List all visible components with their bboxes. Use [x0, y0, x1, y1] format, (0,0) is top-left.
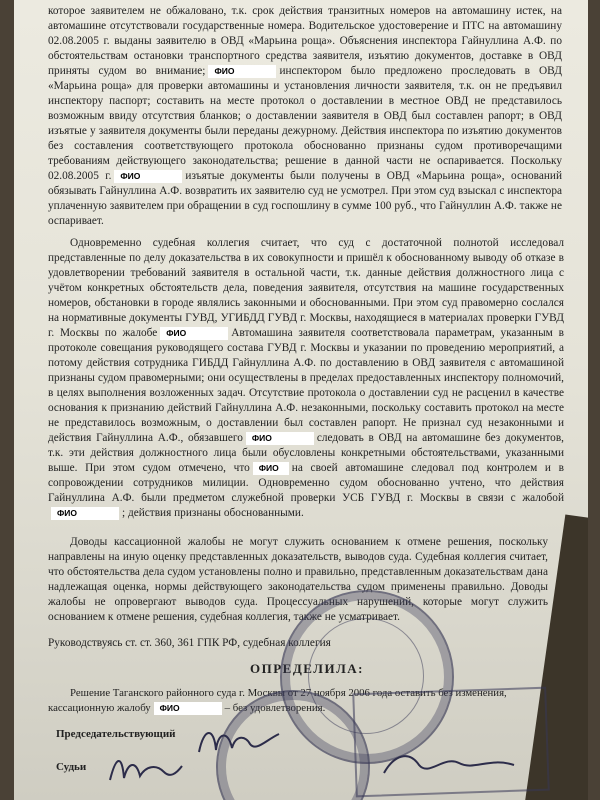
resolved-heading: ОПРЕДЕЛИЛА:	[250, 661, 364, 676]
paragraph-1-text: инспектором было предложено проследовать в ОВД «Марьина роща» для проверки автомашины и установления личности заявителя, т.к. он не предъявил инспектору паспорт; составить на месте протокол о доставлении в местное ОВД не представилось возможным ввиду отсутствия бланков; о доставлении заявителя в ОВД был составлен рапорт; в ОВД изъятые у заявителя документы были переданы дежурному. Действия инспектора по изъятию документов без составления соответствующего протокола обоснованно признаны судом противоречащими требованиям действующего законодательства; решение в данной части не оспаривается. Поскольку 02.08.2005 г.	[48, 65, 562, 182]
decision-line: Решение Таганского районного суда г. Москвы от 27 ноября 2006 года оставить без изменения,	[70, 687, 507, 699]
paragraph-3: Доводы кассационной жалобы не могут служить основанием к отмене решения, поскольку направлены на иную оценку представленных доказательств, выводов суда. Судебная коллегия считает, что обстоятельства дела судом установлены полно и правильно, представленным доказательствам дана надлежащая оценка, нормы действующего законодательства судом применены правильно. Доводы жалобы не опровергают выводов суда. Процессуальных нарушений, которые могут служить основанием к отмене решения, судебная коллегия, также не усматривает.	[48, 536, 548, 623]
redacted-name: ФИО	[154, 702, 222, 715]
paragraph-1-text: которое заявителем не обжаловано, т.к. срок действия транзитных номеров на автомашину истек, на автомашине отсутствовали государственные номера. Водительское удостоверение и ПТС на автомашину 02.08.2005 г. выданы заявителю в ОВД «Марьина роща». Объяснения инспектора Гайнуллина А.Ф. по обстоятельствам остановки транспортного средства заявителя, изъятию документов, доставке в ОВД приняты судом во внимание;	[48, 5, 562, 77]
judges-label: Судьи	[56, 761, 87, 773]
copy-certification-stamp	[352, 687, 550, 798]
decision-text: – без удовлетворения.	[224, 702, 326, 714]
presiding-judge-label: Председательствующий	[56, 728, 176, 740]
paragraph-2-text: на своей автомашине следовал под контролем и в сопровождении сотрудников милиции. Одновременно судом обоснованно учтено, что действия Гайнуллина А.Ф. были предметом служебной проверки УСБ ГУВД г. Москвы в связи с жалобой	[48, 462, 564, 504]
paragraph-2	[48, 236, 564, 521]
redacted-name: ФИО	[51, 507, 119, 520]
paragraph-2-text: следовать в ОВД на автомашине без документов, т.к. эти действия должностного лица были обусловлены конкретными обстоятельствами, указанными выше. При этом судом отмечено, что	[48, 432, 564, 474]
redacted-name: ФИО	[160, 327, 228, 340]
redacted-name: ФИО	[208, 65, 276, 78]
paragraph-2-text: Автомашина заявителя соответствовала параметрам, указанным в протоколе совещания руководящего состава ГУВД г. Москвы и указании по проведению мероприятий, а потому действия сотрудника ГИБДД Гайнуллина А.Ф. по доставлению в ОВД заявителя с автомашиной признаны судом правомерными; они осуществлены в пределах предоставленных инспектору полномочий, в целях выполнения возложенных задач. Отсутствие протокола о доставлении суд не расценил в качестве основания к признанию действий Гайнуллина А.Ф. незаконными, поскольку составить протокол на месте не представилось возможным, о доставлении был составлен рапорт. Не признал суд незаконными и действия Гайнуллина А.Ф., обязавшего	[48, 327, 564, 444]
judge-signature	[104, 748, 184, 788]
paragraph-1-text: изъятые документы были получены в ОВД «Марьина роща», оснований обязывать Гайнуллина А.Ф. возвратить их заявителю суд не усмотрел. При этом суд взыскал с инспектора уплаченную заявителем при обращении в суд госпошлину в сумме 100 руб., что Гайнуллин А.Ф. также не оспаривает.	[48, 170, 562, 227]
redacted-name: ФИО	[246, 432, 314, 445]
decision-text: кассационную жалобу	[48, 702, 151, 714]
document-page	[14, 0, 588, 800]
paragraph-2-text: Одновременно судебная коллегия считает, что суд с достаточной полнотой исследовал представленные по делу доказательства в их совокупности и пришёл к обоснованному выводу об отказе в удовлетворении требований заявителя в остальной части, т.к. данные действия должностного лица с учётом конкретных обстоятельств дела, поведения заявителя, отсутствия на машине государственных номеров, обстановки в городе являлись законными и обоснованными. При этом суд правомерно сослался на нормативные документы ГУВД, УГИБДД ГУВД г. Москвы, находящиеся в материалах проверки ГУВД г. Москвы по жалобе	[48, 237, 564, 339]
paragraph-2-text: ; действия признаны обоснованными.	[122, 507, 304, 519]
paragraph-1	[48, 4, 562, 229]
redacted-name: ФИО	[253, 462, 289, 475]
redacted-name: ФИО	[114, 170, 182, 183]
ruling-line: Руководствуясь ст. ст. 360, 361 ГПК РФ, судебная коллегия	[48, 637, 331, 649]
